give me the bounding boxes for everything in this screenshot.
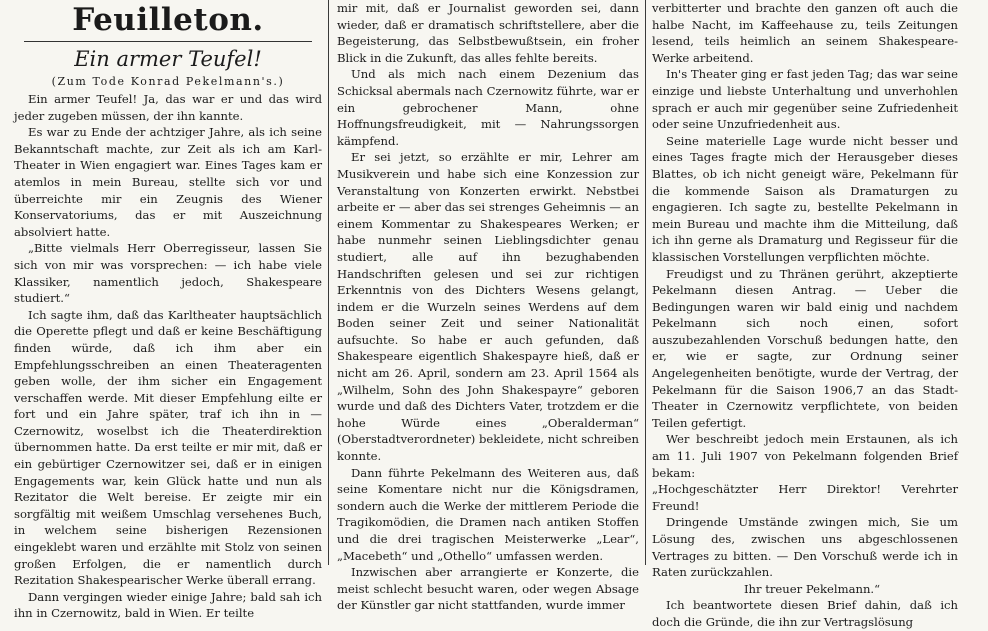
title-divider bbox=[24, 41, 312, 42]
article-column-1 bbox=[14, 0, 322, 621]
column-rule bbox=[645, 0, 646, 565]
letter-signature: Ihr treuer Pekelmann.“ bbox=[743, 581, 881, 596]
paragraph: mir mit, daß er Journalist geworden sei, dann wieder, daß er dramatisch schriftstellere, aber die Begeisterung, das Selbstbewußtsein, ein froher Blick in die Zukunft, das alles fehlte bereits. bbox=[337, 1, 639, 65]
column-rule bbox=[328, 0, 329, 565]
letter-body: Dringende Umstände zwingen mich, Sie um Lösung des, zwischen uns abgeschlossenen Vertrages zu bitten. — Den Vorschuß werde ich in Raten zurückzahlen. bbox=[652, 515, 958, 580]
paragraph: Seine materielle Lage wurde nicht besser und eines Tages fragte mich der Herausgeber dieses Blattes, ob ich nicht geneigt wäre, Pekelmann für die kommende Saison als Dramaturgen zu engagieren. Ich sagte zu, bestellte Pekelmann in mein Bureau und machte ihm die Mitteilung, daß ich ihn gerne als Dramaturg und Regisseur für die klassischen Vorstellungen verpflichten möchte. bbox=[652, 133, 958, 264]
article-column-2 bbox=[337, 0, 639, 613]
paragraph: Er sei jetzt, so erzählte er mir, Lehrer am Musikverein und habe sich eine Konzession zur Veranstaltung von Konzerten erwirkt. Nebstbei arbeite er — aber das sei strenges Geheimnis — an einem Kommentar zu Shakespeares Werken; er habe nunmehr seinen Lieblingsdichter genau studiert, alle auf ihn bezughabenden Handschriften gelesen und sei zur richtigen Erkenntnis von des Dichters Wesens gelangt, indem er die Wurzeln seines Werdens auf dem Boden seiner Zeit und seiner Nationalität aufsuchte. So habe er auch gefunden, daß Shakespeare eigentlich Shakespayre hieß, daß er nicht am 26. April, sondern am 23. April 1564 als „Wilhelm, Sohn des John Shakespayre“ geboren wurde und daß des Dichters Vater, trotzdem er die hohe Würde eines „Oberalderman“ (Oberstadtverordneter) bekleidete, nicht schreiben konnte. bbox=[337, 150, 639, 464]
paragraph: Dann vergingen wieder einige Jahre; bald sah ich ihn in Czernowitz, bald in Wien. Er teilte bbox=[14, 589, 322, 621]
article-byline: (Zum Tode Konrad Pekelmann's.) bbox=[51, 75, 285, 88]
paragraph: verbitterter und brachte den ganzen oft auch die halbe Nacht, im Kaffeehause zu, teils Zeitungen lesend, teils heimlich an seinem Shakespeare-Werke arbeitend. bbox=[652, 1, 958, 65]
paragraph: Und als mich nach einem Dezenium das Schicksal abermals nach Czernowitz führte, war er ein gebrochener Mann, ohne Hoffnungsfreudigkeit, mit — Nahrungssorgen kämpfend. bbox=[337, 67, 639, 148]
paragraph: Freudigst und zu Thränen gerührt, akzeptierte Pekelmann diesen Antrag. — Ueber die Bedingungen waren wir bald einig und nachdem Pekelmann sich noch einen, sofort auszubezahlenden Vorschuß bedungen hatte, den er, wie er sagte, zur Ordnung seiner Angelegenheiten benötigte, wurde der Vertrag, der Pekelmann für die Saison 1906,7 an das Stadt-Theater in Czernowitz verpflichtete, von beiden Teilen gefertigt. bbox=[652, 266, 958, 430]
paragraph: Wer beschreibt jedoch mein Erstaunen, als ich am 11. Juli 1907 von Pekelmann folgenden Brief bekam: bbox=[652, 432, 958, 480]
paragraph: Inzwischen aber arrangierte er Konzerte, die meist schlecht besucht waren, oder wegen Absage der Künstler gar nicht stattfanden, wurde immer bbox=[337, 565, 639, 613]
article-column-3 bbox=[652, 0, 958, 629]
paragraph: Ich beantwortete diesen Brief dahin, daß ich doch die Gründe, die ihn zur Vertragslösung bbox=[652, 598, 958, 629]
paragraph: Ich sagte ihm, daß das Karltheater hauptsächlich die Operette pflegt und daß er keine Beschäftigung finden würde, daß ich ihm aber ein Empfehlungsschreiben an einen Theateragenten geben wolle, der ihm sicher ein Engagement verschaffen werde. Mit dieser Empfehlung eilte er fort und ein Jahre später, traf ich ihn in — Czernowitz, woselbst ich die Theaterdirektion übernommen hatte. Da erst teilte er mir mit, daß er ein gebürtiger Czernowitzer sei, daß er in einigen Engagements war, kein Glück hatte und nun als Rezitator die Welt bereise. Er zeigte mir ein sorgfältig mit weißem Umschlag versehenes Buch, in welchem seine bisherigen Rezensionen eingeklebt waren und erzählte mit Stolz von seinen großen Erfolgen, die er namentlich durch Rezitation Shakespearischer Werke überall errang. bbox=[14, 307, 322, 588]
section-title: Feuilleton. bbox=[72, 2, 264, 38]
letter-salutation: „Hochgeschätzter Herr Direktor! Verehrter Freund! bbox=[652, 482, 958, 513]
paragraph: In's Theater ging er fast jeden Tag; das war seine einzige und liebste Unterhaltung und unverhohlen sprach er auch mir gegenüber seine Zufriedenheit oder seine Unzufriedenheit aus. bbox=[652, 67, 958, 132]
paragraph: „Bitte vielmals Herr Oberregisseur, lassen Sie sich von mir was vorsprechen: — ich habe viele Klassiker, namentlich jedoch, Shakespeare studiert.“ bbox=[14, 241, 322, 306]
article-headline: Ein armer Teufel! bbox=[74, 47, 262, 71]
paragraph: Es war zu Ende der achtziger Jahre, als ich seine Bekanntschaft machte, zur Zeit als ich am Karl-Theater in Wien engagiert war. Eines Tages kam er atemlos in mein Bureau, stellte sich vor und überreichte mir ein Zeugnis des Wiener Konservatoriums, das er mit Auszeichnung absolviert hatte. bbox=[14, 125, 322, 239]
paragraph: Ein armer Teufel! Ja, das war er und das wird jeder zugeben müssen, der ihn kannte. bbox=[14, 92, 322, 123]
paragraph: Dann führte Pekelmann des Weiteren aus, daß seine Komentare nicht nur die Königsdramen, sondern auch die Werke der mittlerem Periode die Tragikomödien, die Dramen nach antiken Stoffen und die drei tragischen Meisterwerke „Lear“, „Macebeth“ und „Othello“ umfassen werden. bbox=[337, 465, 639, 563]
